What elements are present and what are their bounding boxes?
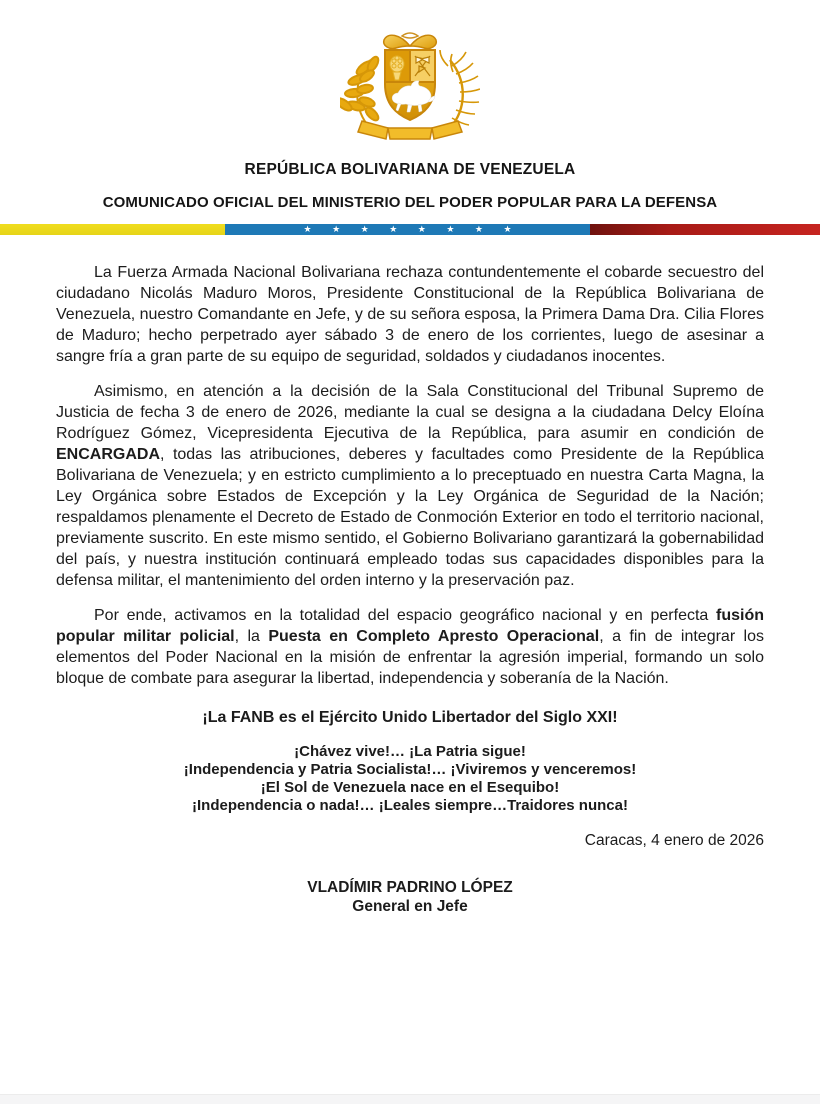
document-body — [56, 262, 764, 916]
paragraph-text: Por ende, activamos en la totalidad del espacio geográfico nacional y en perfecta — [94, 607, 716, 624]
venezuela-coat-of-arms-icon — [340, 24, 480, 148]
slogan-line-3: ¡El Sol de Venezuela nace en el Esequibo! — [260, 779, 560, 796]
slogans-block — [56, 743, 764, 815]
flag-bar — [0, 224, 820, 235]
document-title: REPÚBLICA BOLIVARIANA DE VENEZUELA — [244, 161, 576, 178]
flag-yellow-band — [0, 224, 225, 235]
paragraph-text: , todas las atribuciones, deberes y facultades como Presidente de la República Bolivariana de Venezuela; y en estricto cumplimiento a lo preceptuado en nuestra Carta Magna, la Ley Orgánica sobre Estados de Excepción y la Ley Orgánica de Seguridad de la Nación; respaldamos plenamente el Decreto de Estado de Conmoción Exterior en todo el territorio nacional, previamente suscrito. En este mismo sentido, el Gobierno Bolivariano garantizará la gobernabilidad del país, y nuestra institución continuará empleado todas sus capacidades disponibles para la defensa militar, el mantenimiento del orden interno y la preservación paz. — [56, 446, 764, 589]
paragraph-text: , a fin de integrar los elementos del Poder Nacional en la misión de enfrentar la agresión imperial, formando un solo bloque de combate para asegurar la libertad, independencia y soberanía de la Nación. — [56, 628, 765, 687]
slogan-line-2: ¡Independencia y Patria Socialista!… ¡Viviremos y venceremos! — [183, 761, 637, 778]
emphasis-fusion: fusión popular militar policial — [56, 607, 764, 645]
body-paragraph-1 — [56, 262, 764, 367]
dateline: Caracas, 4 enero de 2026 — [584, 832, 764, 849]
document-page — [0, 24, 820, 1104]
signature-block — [56, 878, 764, 916]
headline-fanb: ¡La FANB es el Ejército Unido Libertador del Siglo XXI! — [202, 709, 618, 726]
emphasis-encargada: ENCARGADA — [56, 446, 160, 463]
footer-strip — [0, 1094, 820, 1104]
signature-rank: General en Jefe — [352, 898, 468, 915]
paragraph-text: La Fuerza Armada Nacional Bolivariana rechaza contundentemente el cobarde secuestro del ciudadano Nicolás Maduro Moros, Presidente Constitucional de la República Bolivariana de Venezuela, nuestro Comandante en Jefe, y de su señora esposa, la Primera Dama Dra. Cilia Flores de Maduro; hecho perpetrado ayer sábado 3 de enero de los corrientes, luego de asesinar a sangre fría a gran parte de su equipo de seguridad, soldados y ciudadanos inocentes. — [56, 264, 764, 365]
slogan-line-4: ¡Independencia o nada!… ¡Leales siempre…Traidores nunca! — [192, 797, 628, 814]
body-paragraph-3 — [56, 605, 764, 689]
flag-blue-band — [225, 224, 591, 235]
body-paragraph-2 — [56, 381, 764, 591]
flag-red-band — [590, 224, 820, 235]
document-subtitle: COMUNICADO OFICIAL DEL MINISTERIO DEL PODER POPULAR PARA LA DEFENSA — [102, 194, 718, 211]
slogan-line-1: ¡Chávez vive!… ¡La Patria sigue! — [294, 743, 526, 760]
flag-stars: ★ ★ ★ ★ ★ ★ ★ ★ — [303, 223, 521, 234]
paragraph-text: Asimismo, en atención a la decisión de la Sala Constitucional del Tribunal Supremo de Justicia de fecha 3 de enero de 2026, mediante la cual se designa a la ciudadana Delcy Eloína Rodríguez Gómez, Vicepresidenta Ejecutiva de la República, para asumir en condición de — [56, 383, 764, 442]
paragraph-text: , la — [234, 628, 269, 645]
signature-name: VLADÍMIR PADRINO LÓPEZ — [307, 879, 513, 896]
emphasis-apresto: Puesta en Completo Apresto Operacional — [268, 628, 600, 645]
